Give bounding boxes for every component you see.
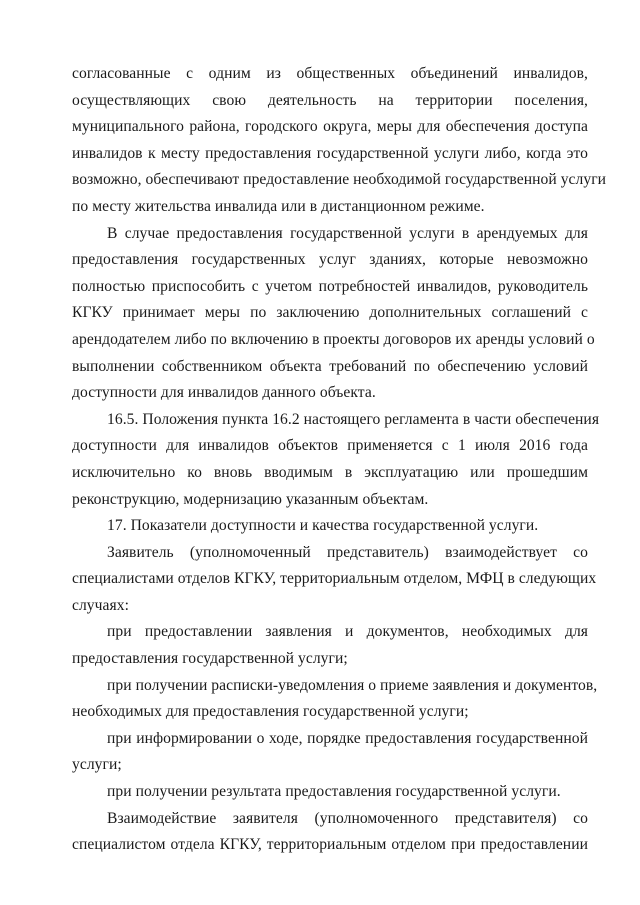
text-line: исключительно ко вновь вводимым в эксплуатацию или прошедшим bbox=[72, 463, 588, 481]
text-line: Взаимодействие заявителя (уполномоченного представителя) со bbox=[107, 809, 588, 827]
text-line: муниципального района, городского округа, меры для обеспечения доступа bbox=[72, 118, 588, 136]
text-line: при получении расписки-уведомления о приеме заявления и документов, bbox=[107, 676, 598, 694]
text-line: услуги; bbox=[72, 756, 122, 774]
text-line: специалистами отделов КГКУ, территориальным отделом, МФЦ в следующих bbox=[72, 570, 597, 588]
text-line: КГКУ принимает меры по заключению дополнительных соглашений с bbox=[72, 304, 588, 322]
text-line: необходимых для предоставления государственной услуги; bbox=[72, 703, 469, 721]
text-line: случаях: bbox=[72, 596, 129, 614]
document-page bbox=[72, 61, 607, 859]
text-line: специалистом отдела КГКУ, территориальным отделом при предоставлении bbox=[72, 836, 588, 854]
text-line: выполнении собственником объекта требований по обеспечению условий bbox=[72, 357, 588, 375]
text-line: арендодателем либо по включению в проекты договоров их аренды условий о bbox=[72, 330, 595, 348]
text-line: согласованные с одним из общественных объединений инвалидов, bbox=[72, 65, 588, 82]
text-line: возможно, обеспечивают предоставление необходимой государственной услуги bbox=[72, 171, 607, 189]
text-line: при получении результата предоставления государственной услуги. bbox=[107, 783, 561, 801]
text-line: 17. Показатели доступности и качества государственной услуги. bbox=[107, 517, 539, 535]
text-line: при предоставлении заявления и документов, необходимых для bbox=[107, 623, 588, 641]
text-line: полностью приспособить с учетом потребностей инвалидов, руководитель bbox=[72, 277, 588, 295]
text-line: предоставления государственной услуги; bbox=[72, 650, 348, 668]
text-line: при информировании о ходе, порядке предоставления государственной bbox=[107, 729, 588, 747]
text-line: реконструкцию, модернизацию указанным объектам. bbox=[72, 490, 429, 508]
text-line: Заявитель (уполномоченный представитель) взаимодействует со bbox=[107, 543, 588, 561]
text-line: осуществляющих свою деятельность на территории поселения, bbox=[72, 91, 588, 109]
text-line: предоставления государственных услуг зданиях, которые невозможно bbox=[72, 251, 588, 269]
text-line: доступности для инвалидов объектов применяется с 1 июля 2016 года bbox=[72, 437, 588, 455]
text-line: 16.5. Положения пункта 16.2 настоящего регламента в части обеспечения bbox=[107, 410, 600, 428]
text-line: доступности для инвалидов данного объекта. bbox=[72, 384, 376, 402]
text-line: В случае предоставления государственной услуги в арендуемых для bbox=[107, 224, 588, 242]
text-line: инвалидов к месту предоставления государственной услуги либо, когда это bbox=[72, 144, 588, 162]
text-line: по месту жительства инвалида или в дистанционном режиме. bbox=[72, 197, 485, 215]
